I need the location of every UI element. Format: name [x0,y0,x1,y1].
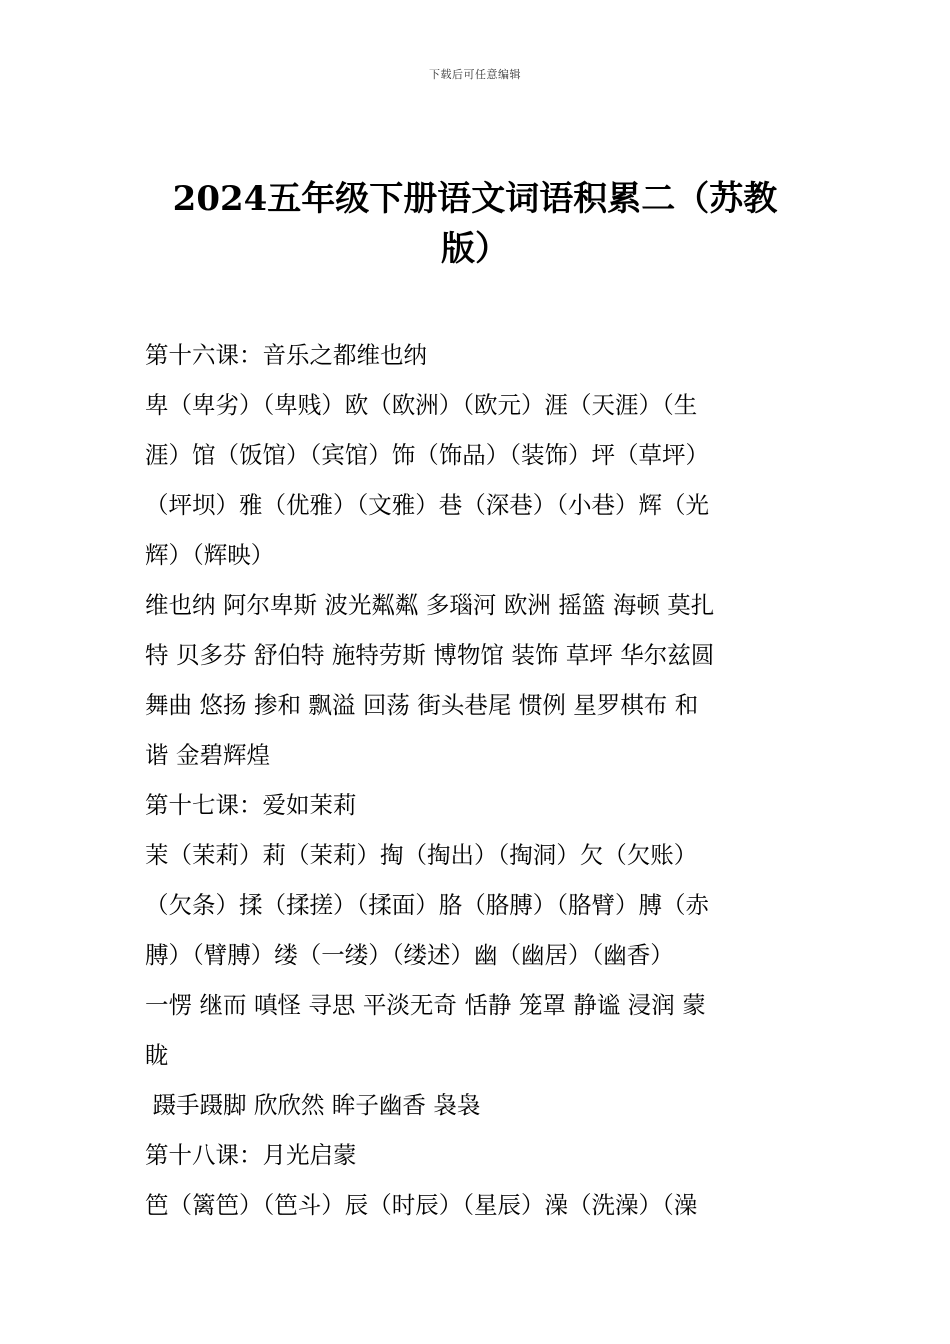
lesson-heading: 第十七课：爱如茉莉 [145,791,357,819]
text-line: 膊）（臂膊）缕（一缕）（缕述）幽（幽居）（幽香） [145,941,674,969]
title-line: 版） [441,229,509,269]
text-line: （欠条）揉（揉搓）（揉面）胳（胳膊）（胳臂）膊（赤 [145,891,709,919]
text-line: （坪坝）雅（优雅）（文雅）巷（深巷）（小巷）辉（光 [145,491,709,519]
text-line: 维也纳 阿尔卑斯 波光粼粼 多瑙河 欧洲 摇篮 海顿 莫扎 [145,591,715,619]
text-line: 特 贝多芬 舒伯特 施特劳斯 博物馆 装饰 草坪 华尔兹圆 [145,641,715,669]
text-line: 笆（篱笆）（笆斗）辰（时辰）（星辰）澡（洗澡）（澡 [145,1191,698,1219]
text-line: 舞曲 悠扬 掺和 飘溢 回荡 街头巷尾 惯例 星罗棋布 和 [145,691,699,719]
lesson-heading: 第十六课：音乐之都维也纳 [145,341,427,369]
page-header: 下载后可任意编辑 [429,68,521,81]
text-line: 一愣 继而 嗔怪 寻思 平淡无奇 恬静 笼罩 静谧 浸润 蒙 [145,991,706,1019]
lesson-heading: 第十八课：月光启蒙 [145,1141,357,1169]
document-title [0,174,950,274]
text-line: 蹑手蹑脚 欣欣然 眸子幽香 袅袅 [145,1091,481,1119]
title-line: 2024五年级下册语文词语积累二（苏教 [172,179,778,219]
document-body [145,330,815,1230]
text-line: 卑（卑劣）（卑贱）欧（欧洲）（欧元）涯（天涯）（生 [145,391,698,419]
text-line: 谐 金碧辉煌 [145,741,270,769]
text-line: 眬 [145,1041,169,1069]
text-line: 茉（茉莉）莉（茉莉）掏（掏出）（掏洞）欠（欠账） [145,841,698,869]
text-line: 辉）（辉映） [145,541,275,569]
text-line: 涯）馆（饭馆）（宾馆）饰（饰品）（装饰）坪（草坪） [145,441,709,469]
